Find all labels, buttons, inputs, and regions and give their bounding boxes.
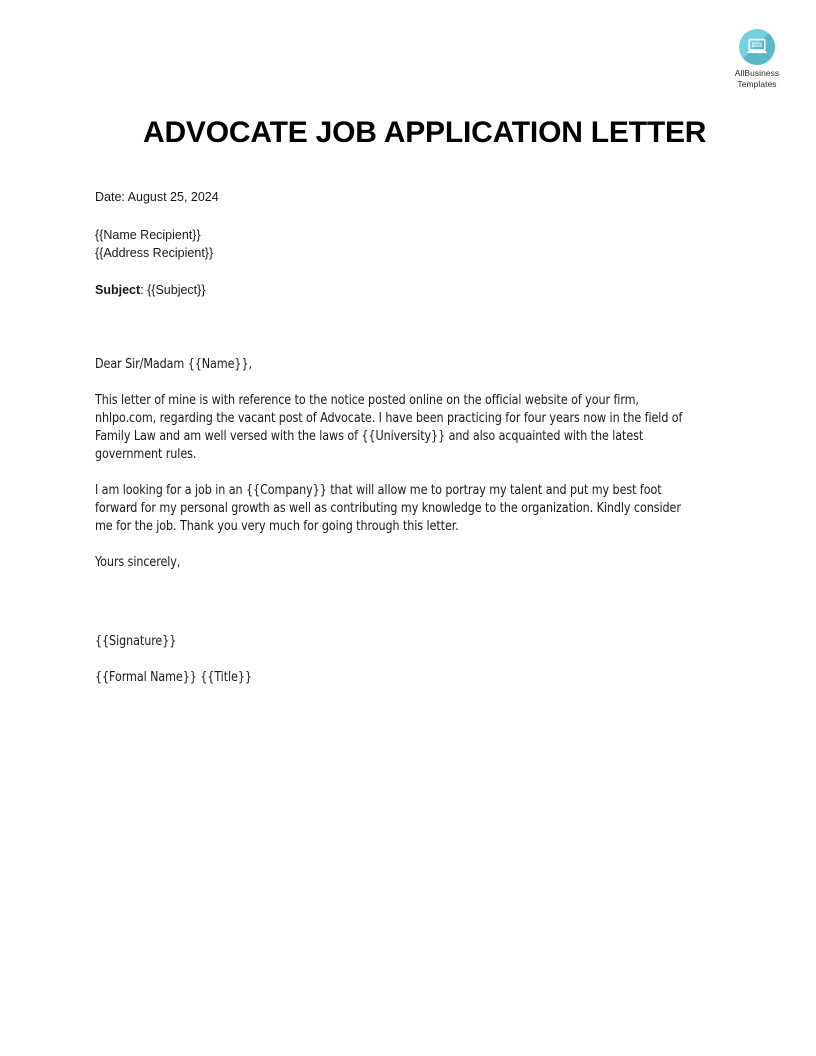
salutation: Dear Sir/Madam {{Name}}, — [95, 357, 252, 372]
closing: Yours sincerely, — [95, 555, 181, 570]
signature-placeholder: {{Signature}} — [95, 634, 177, 649]
brand-mark-circle — [739, 29, 775, 65]
subject-value: {{Subject}} — [147, 283, 206, 297]
spacer — [95, 207, 713, 226]
spacer — [95, 300, 713, 356]
subject-separator: : — [140, 283, 148, 297]
brand-name-line-1: AllBusiness — [734, 68, 780, 78]
spacer — [95, 536, 713, 554]
brand-name — [714, 68, 800, 89]
laptop-icon — [746, 38, 768, 56]
paragraph-1: This letter of mine is with reference to the notice posted online on the official website of your firm, nhlpo.com, regarding the vacant post of Advocate. I have been practicing for four years now in the field of Family Law and am well versed with the laws of {{University}} and also acquainted with the latest government rules. — [95, 393, 683, 462]
spacer — [95, 651, 713, 669]
subject-line — [95, 281, 713, 300]
letter-body — [95, 188, 713, 687]
spacer — [95, 464, 713, 482]
recipient-address: {{Address Recipient}} — [95, 246, 214, 260]
brand-name-line-2: Templates — [737, 78, 777, 89]
spacer — [95, 614, 713, 633]
subject-label: Subject — [95, 283, 141, 297]
date-line: Date: August 25, 2024 — [95, 190, 219, 204]
spacer — [95, 262, 713, 281]
paragraph-2: I am looking for a job in an {{Company}} that will allow me to portray my talent and put my best foot forward for my personal growth as well as contributing my knowledge to the organization. Kindly consider me for the job. Thank you very much for going through this letter. — [95, 483, 681, 534]
formal-name-title: {{Formal Name}} {{Title}} — [95, 670, 252, 685]
brand-logo — [714, 29, 800, 89]
recipient-name: {{Name Recipient}} — [95, 228, 201, 242]
spacer — [95, 374, 713, 392]
recipient-block — [95, 226, 713, 262]
page-title: ADVOCATE JOB APPLICATION LETTER — [143, 116, 707, 149]
spacer — [95, 572, 713, 614]
